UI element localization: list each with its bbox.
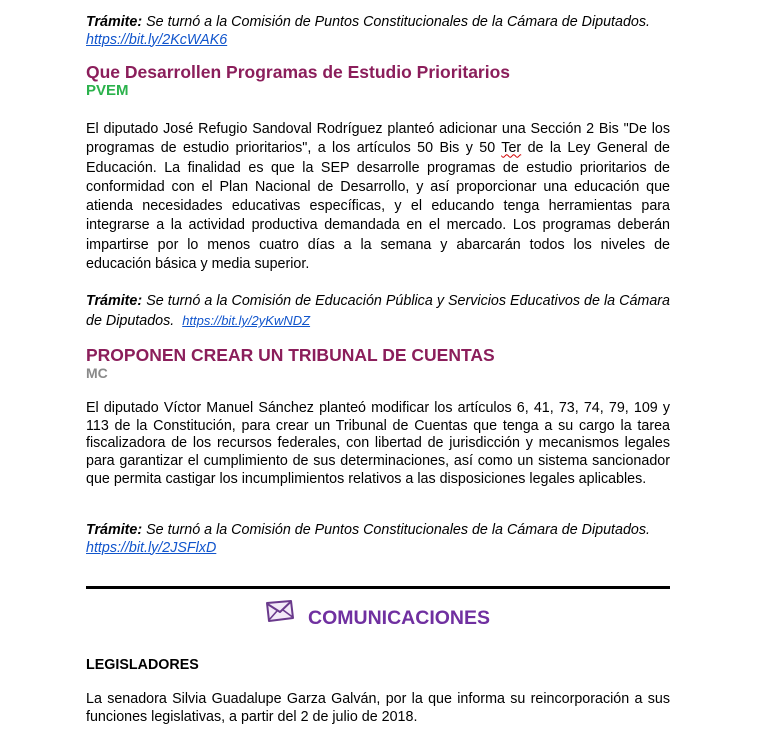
body-paragraph [86, 120, 670, 274]
section-divider [86, 586, 670, 589]
comunicaciones-title: COMUNICACIONES [308, 607, 491, 629]
party-label: MC [86, 365, 108, 381]
party-label: PVEM [86, 82, 129, 99]
tramite-text: Se turnó a la Comisión de Educación Pública y Servicios Educativos de la Cámara de Diputados. [86, 293, 670, 329]
body-text-a: El diputado José Refugio Sandoval Rodríguez planteó adicionar una Sección 2 Bis "De los programas de estudio prioritarios", a los artículos 50 Bis y 50 [86, 121, 670, 157]
tramite-block-1 [86, 14, 670, 49]
section-title: PROPONEN CREAR UN TRIBUNAL DE CUENTAS [86, 345, 495, 365]
tramite-label: Trámite: [86, 293, 143, 309]
tramite-block-3 [86, 522, 670, 557]
body-text-b: de la Ley General de Educación. La finalidad es que la SEP desarrolle programas de estudio prioritarios de conformidad con el Plan Nacional de Desarrollo, y así proporcionar una educación que atienda necesidades educativas específicas, y el educando tenga herramientas para integrarse a la actividad productiva demandada en el mercado. Los programas deberán impartirse por lo menos cuatro días a la semana y abarcarán todos los niveles de educación básica y media superior. [86, 140, 670, 273]
section-body [86, 120, 670, 274]
source-link[interactable]: https://bit.ly/2yKwNDZ [182, 313, 311, 328]
section-programas-estudio [86, 62, 670, 100]
tramite-paragraph [86, 522, 670, 540]
tramite-paragraph [86, 292, 670, 331]
body-paragraph: El diputado Víctor Manuel Sánchez planteó modificar los artículos 6, 41, 73, 74, 79, 109 y 113 de la Constitución, para crear un Tribunal de Cuentas que tenga a su cargo la tarea fiscalizadora de los recursos federales, con libertad de jurisdicción y mecanismos legales para garantizar el cumplimiento de sus determinaciones, así como un sistema sancionador que permita castigar los incumplimientos relativos a las disposiciones legales aplicables. [86, 400, 670, 487]
section-body [86, 400, 670, 489]
tramite-text: Se turnó a la Comisión de Puntos Constitucionales de la Cámara de Diputados. [146, 522, 650, 538]
tramite-text: Se turnó a la Comisión de Puntos Constitucionales de la Cámara de Diputados. [146, 14, 650, 30]
source-link[interactable]: https://bit.ly/2KcWAK6 [86, 31, 228, 48]
tramite-label: Trámite: [86, 14, 143, 30]
legisladores-heading: LEGISLADORES [86, 657, 199, 673]
section-title: Que Desarrollen Programas de Estudio Prioritarios [86, 62, 511, 82]
envelope-icon [264, 598, 296, 626]
tramite-block-2 [86, 292, 670, 331]
legisladores-body [86, 691, 670, 726]
spelling-flag: Ter [501, 140, 522, 157]
body-paragraph: La senadora Silvia Guadalupe Garza Galván, por la que informa su reincorporación a sus funciones legislativas, a partir del 2 de julio de 2018. [86, 691, 670, 725]
legisladores-section [86, 657, 670, 673]
source-link[interactable]: https://bit.ly/2JSFlxD [86, 539, 217, 556]
tramite-label: Trámite: [86, 522, 143, 538]
tramite-paragraph [86, 14, 670, 32]
section-tribunal-cuentas [86, 345, 670, 381]
